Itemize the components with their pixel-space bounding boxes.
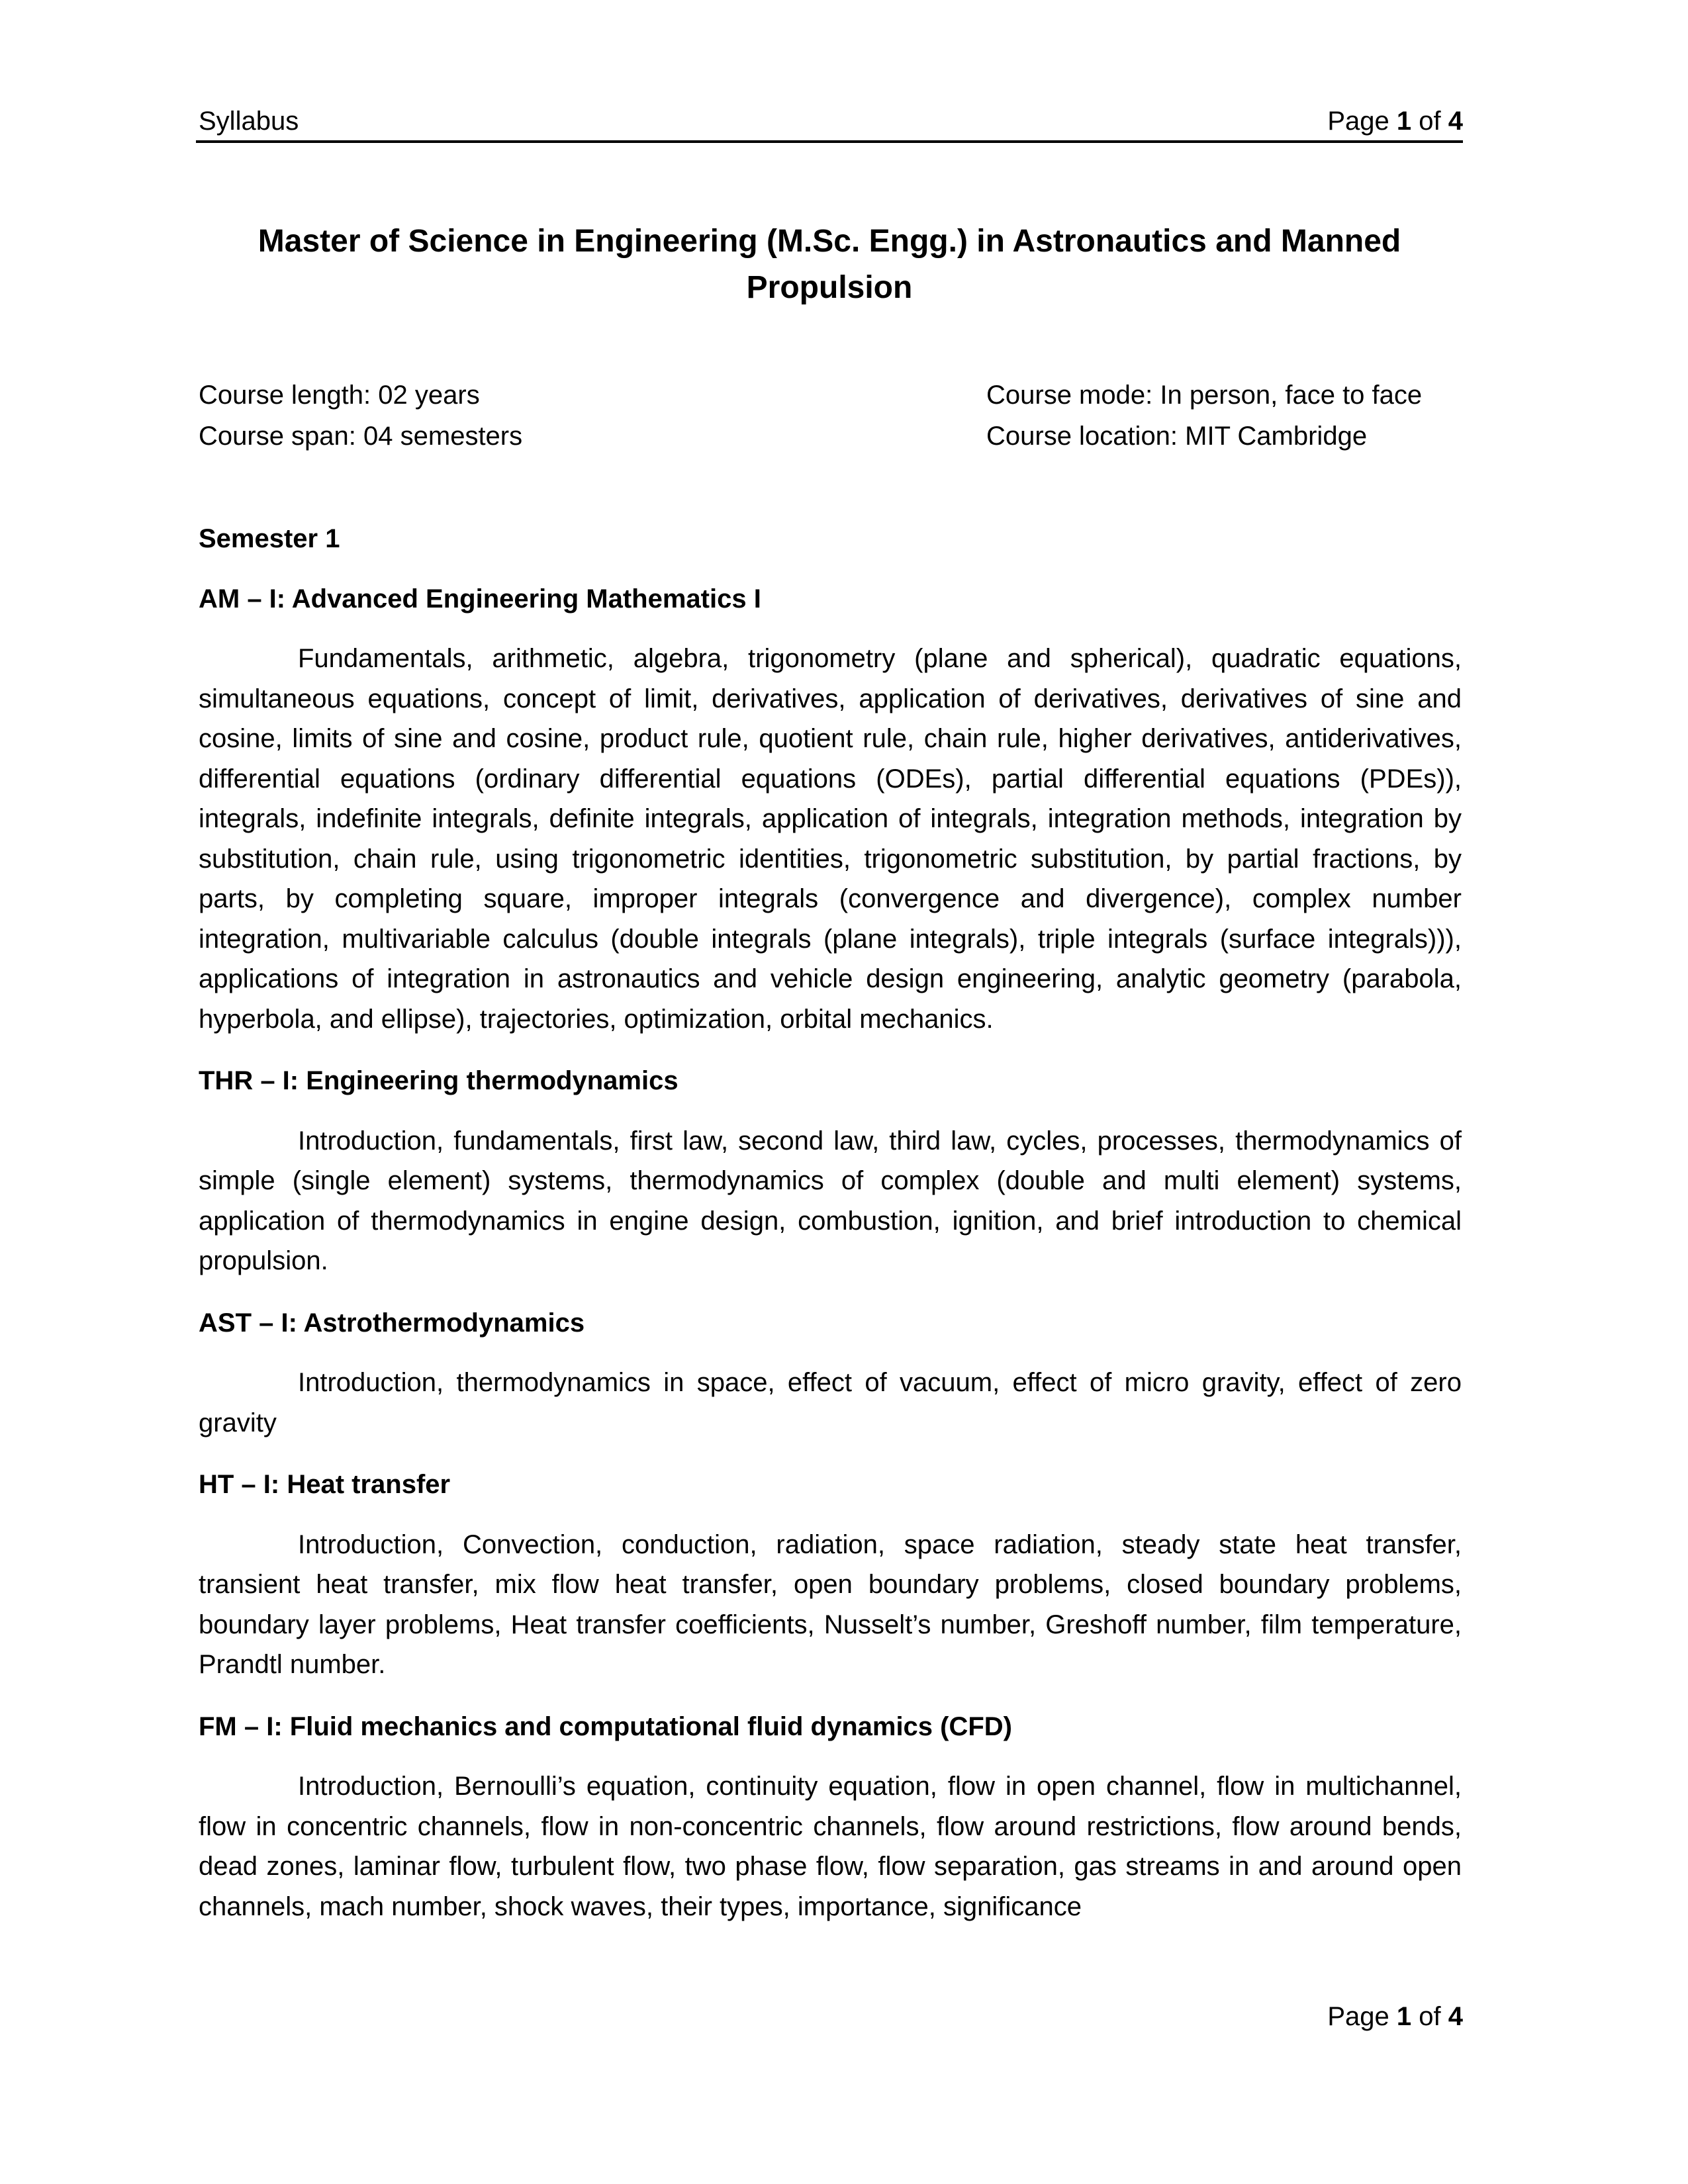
course-description: Introduction, fundamentals, first law, second law, third law, cycles, processes, thermodynamics of simple (single element) systems, thermodynamics of complex (double and multi element) systems, application of thermodynamics in engine design, combustion, ignition, and brief introduction to chemical propulsion. <box>199 1126 1462 1275</box>
header-page-total: 4 <box>1448 107 1463 136</box>
course-section <box>199 1465 1462 1685</box>
course-span: Course span: 04 semesters <box>199 422 523 451</box>
document-title-line-2: Propulsion <box>746 270 913 305</box>
course-section <box>199 1707 1462 1927</box>
syllabus-content <box>199 519 1462 1948</box>
course-section <box>199 579 1462 1040</box>
header-page-number <box>1327 105 1463 138</box>
footer-page-of: of <box>1419 2002 1441 2031</box>
header-page-current: 1 <box>1396 107 1412 136</box>
page-footer <box>1327 2000 1463 2033</box>
footer-page-label: Page <box>1327 2002 1389 2031</box>
header-page-of: of <box>1419 107 1441 136</box>
course-description: Introduction, Bernoulli’s equation, continuity equation, flow in open channel, flow in multichannel, flow in concentric channels, flow in non-concentric channels, flow around restrictions, flow around bends, dead zones, laminar flow, turbulent flow, two phase flow, flow separation, gas streams in and around open channels, mach number, shock waves, their types, importance, significance <box>199 1772 1462 1921</box>
course-section <box>199 1061 1462 1281</box>
course-meta-row-1 <box>199 375 1463 416</box>
course-meta-row-2 <box>199 416 1463 457</box>
course-description: Introduction, thermodynamics in space, effect of vacuum, effect of micro gravity, effect of zero gravity <box>199 1368 1462 1437</box>
course-mode: Course mode: In person, face to face <box>986 381 1423 410</box>
document-page <box>196 0 1463 2184</box>
footer-page-current: 1 <box>1396 2002 1412 2031</box>
course-heading: AM – I: Advanced Engineering Mathematics I <box>199 584 761 614</box>
course-heading: HT – I: Heat transfer <box>199 1470 451 1499</box>
page-header <box>196 99 1463 143</box>
course-description: Fundamentals, arithmetic, algebra, trigonometry (plane and spherical), quadratic equations, simultaneous equations, concept of limit, derivatives, application of derivatives, derivatives of sine and cosine, limits of sine and cosine, product rule, quotient rule, chain rule, higher derivatives, antiderivatives, differential equations (ordinary differential equations (ODEs), partial differential equations (PDEs)), integrals, indefinite integrals, definite integrals, application of integrals, integration methods, integration by substitution, chain rule, using trigonometric identities, trigonometric substitution, by partial fractions, by parts, by completing square, improper integrals (convergence and divergence), complex number integration, multivariable calculus (double integrals (plane integrals), triple integrals (surface integrals))), applications of integration in astronautics and vehicle design engineering, analytic geometry (parabola, hyperbola, and ellipse), trajectories, optimization, orbital mechanics. <box>199 644 1462 1034</box>
semester-heading: Semester 1 <box>199 524 340 553</box>
course-length: Course length: 02 years <box>199 381 480 410</box>
course-heading: THR – I: Engineering thermodynamics <box>199 1066 679 1095</box>
course-section <box>199 1303 1462 1443</box>
footer-page-total: 4 <box>1448 2002 1463 2031</box>
course-location: Course location: MIT Cambridge <box>986 422 1368 451</box>
course-meta <box>199 375 1463 457</box>
course-heading: AST – I: Astrothermodynamics <box>199 1308 585 1338</box>
course-description: Introduction, Convection, conduction, radiation, space radiation, steady state heat transfer, transient heat transfer, mix flow heat transfer, open boundary problems, closed boundary problems, boundary layer problems, Heat transfer coefficients, Nusselt’s number, Greshoff number, film temperature, Prandtl number. <box>199 1529 1462 1679</box>
header-page-label: Page <box>1327 107 1389 136</box>
course-heading: FM – I: Fluid mechanics and computational fluid dynamics (CFD) <box>199 1711 1013 1741</box>
document-title-line-1: Master of Science in Engineering (M.Sc. Engg.) in Astronautics and Manned <box>258 224 1401 259</box>
document-title <box>196 218 1463 311</box>
header-title: Syllabus <box>199 107 299 136</box>
